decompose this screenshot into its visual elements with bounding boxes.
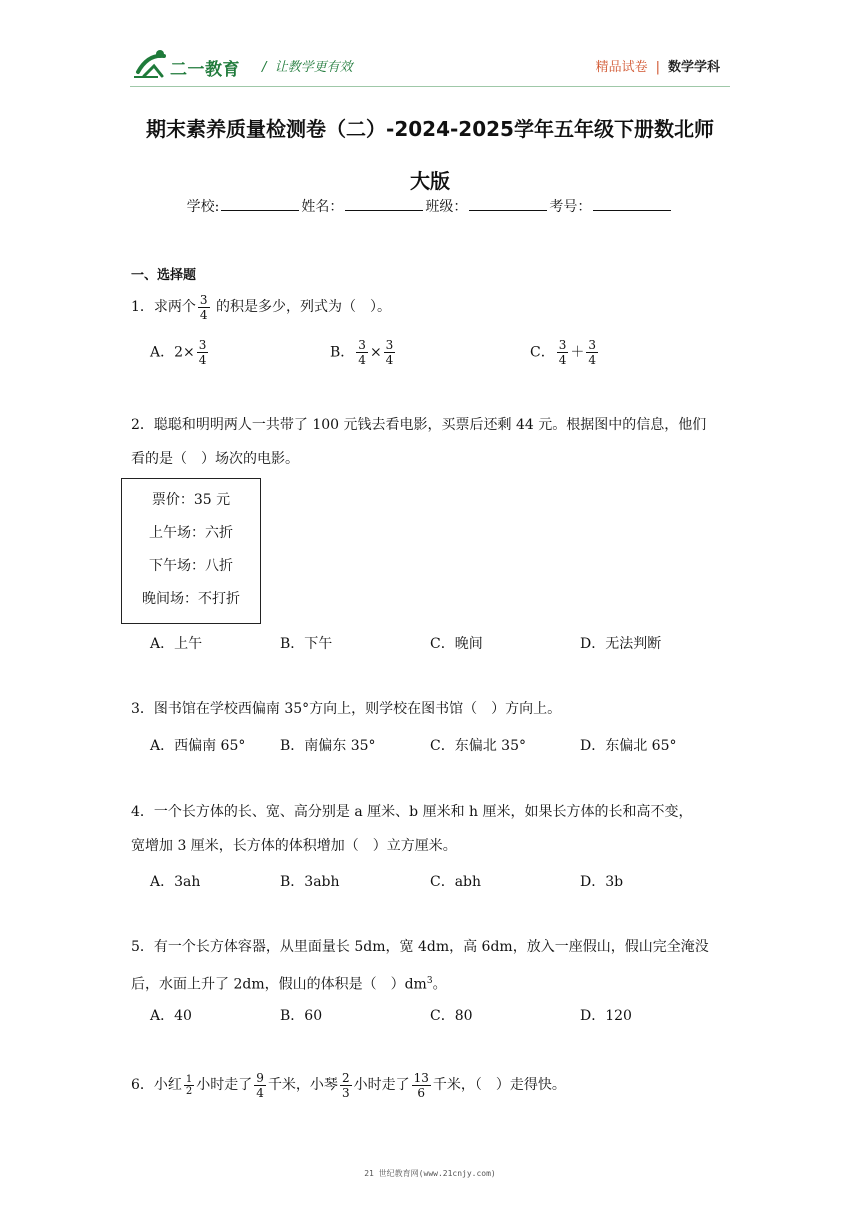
number-blank[interactable] xyxy=(593,198,671,211)
q4-option-d[interactable]: D．3b xyxy=(580,874,624,890)
student-info: 学校: 姓名： 班级： 考号： xyxy=(140,196,720,216)
question-4: 4．一个长方体的长、宽、高分别是 a 厘米、b 厘米和 h 厘米，如果长方体的长和高不变， 宽增加 3 厘米，长方体的体积增加（ ）立方厘米。 xyxy=(131,804,693,854)
slogan: / 让教学更有效 xyxy=(262,60,353,75)
q2-option-b[interactable]: B．下午 xyxy=(280,636,333,652)
footer: 21 世纪教育网(www.21cnjy.com) xyxy=(364,1169,496,1178)
price-box xyxy=(121,478,261,624)
q4-option-c[interactable]: C．abh xyxy=(430,874,482,890)
section-heading: 一、选择题 xyxy=(131,268,197,283)
logo-text: 二一教育 xyxy=(170,60,240,80)
header-separator: | xyxy=(655,60,660,75)
price-line: 票价：35 元 xyxy=(151,492,231,508)
evening-discount: 晚间场：不打折 xyxy=(142,591,240,607)
q1-option-a[interactable]: A．2× $\frac{3}{4}$ xyxy=(150,338,207,367)
q5-option-d[interactable]: D．120 xyxy=(580,1008,632,1024)
q2-option-a[interactable]: A．上午 xyxy=(150,636,203,652)
q3-option-a[interactable]: A．西偏南 65° xyxy=(150,738,246,754)
brand-label: 精品试卷 xyxy=(595,60,648,75)
header-right xyxy=(596,56,720,75)
q4-option-a[interactable]: A．3ah xyxy=(150,874,201,890)
q3-option-b[interactable]: B．南偏东 35° xyxy=(280,738,376,754)
question-6: 6．小红 $\frac{1}{2}$ 小时走了 $\frac{9}{4}$ 千米，小琴 $\frac{2}{3}$ 小时走了 $\frac{13}{6}$ 千米，（ ）走得快。 xyxy=(131,1070,566,1100)
question-5: 5．有一个长方体容器，从里面量长 5dm，宽 4dm，高 6dm，放入一座假山，假山完全淹没 后，水面上升了 2dm，假山的体积是（ ）$dm^3$。 xyxy=(131,939,709,993)
question-1: 1．求两个 $\frac{3}{4}$ 的积是多少，列式为（ ）。 xyxy=(131,292,392,322)
question-3: 3．图书馆在学校西偏南 35°方向上，则学校在图书馆（ ）方向上。 xyxy=(131,701,562,717)
question-2: 2．聪聪和明明两人一共带了 100 元钱去看电影，买票后还剩 44 元。根据图中的信息，他们 看的是（ ）场次的电影。 xyxy=(131,417,707,467)
q4-option-b[interactable]: B．3abh xyxy=(280,874,340,890)
class-blank[interactable] xyxy=(469,198,547,211)
school-blank[interactable] xyxy=(221,198,299,211)
name-blank[interactable] xyxy=(345,198,423,211)
q2-option-c[interactable]: C．晚间 xyxy=(430,636,483,652)
q5-option-a[interactable]: A．40 xyxy=(150,1008,192,1024)
afternoon-discount: 下午场：八折 xyxy=(149,558,233,574)
header-divider xyxy=(130,86,730,87)
q3-option-c[interactable]: C．东偏北 35° xyxy=(430,738,526,754)
runner-logo-icon xyxy=(134,46,174,82)
subject-label: 数学学科 xyxy=(667,60,720,75)
page-title: 期末素养质量检测卷（二）-2024-2025学年五年级下册数北师 大版 xyxy=(146,117,714,193)
q3-option-d[interactable]: D．东偏北 65° xyxy=(580,738,677,754)
morning-discount: 上午场：六折 xyxy=(149,525,233,541)
q5-option-b[interactable]: B．60 xyxy=(280,1008,323,1024)
q1-option-b[interactable]: B． $\frac{3}{4}$ × $\frac{3}{4}$ xyxy=(330,338,394,367)
q5-option-c[interactable]: C．80 xyxy=(430,1008,473,1024)
q1-option-c[interactable]: C． $\frac{3}{4}$ ＋ $\frac{3}{4}$ xyxy=(530,338,596,367)
q2-option-d[interactable]: D．无法判断 xyxy=(580,636,662,652)
